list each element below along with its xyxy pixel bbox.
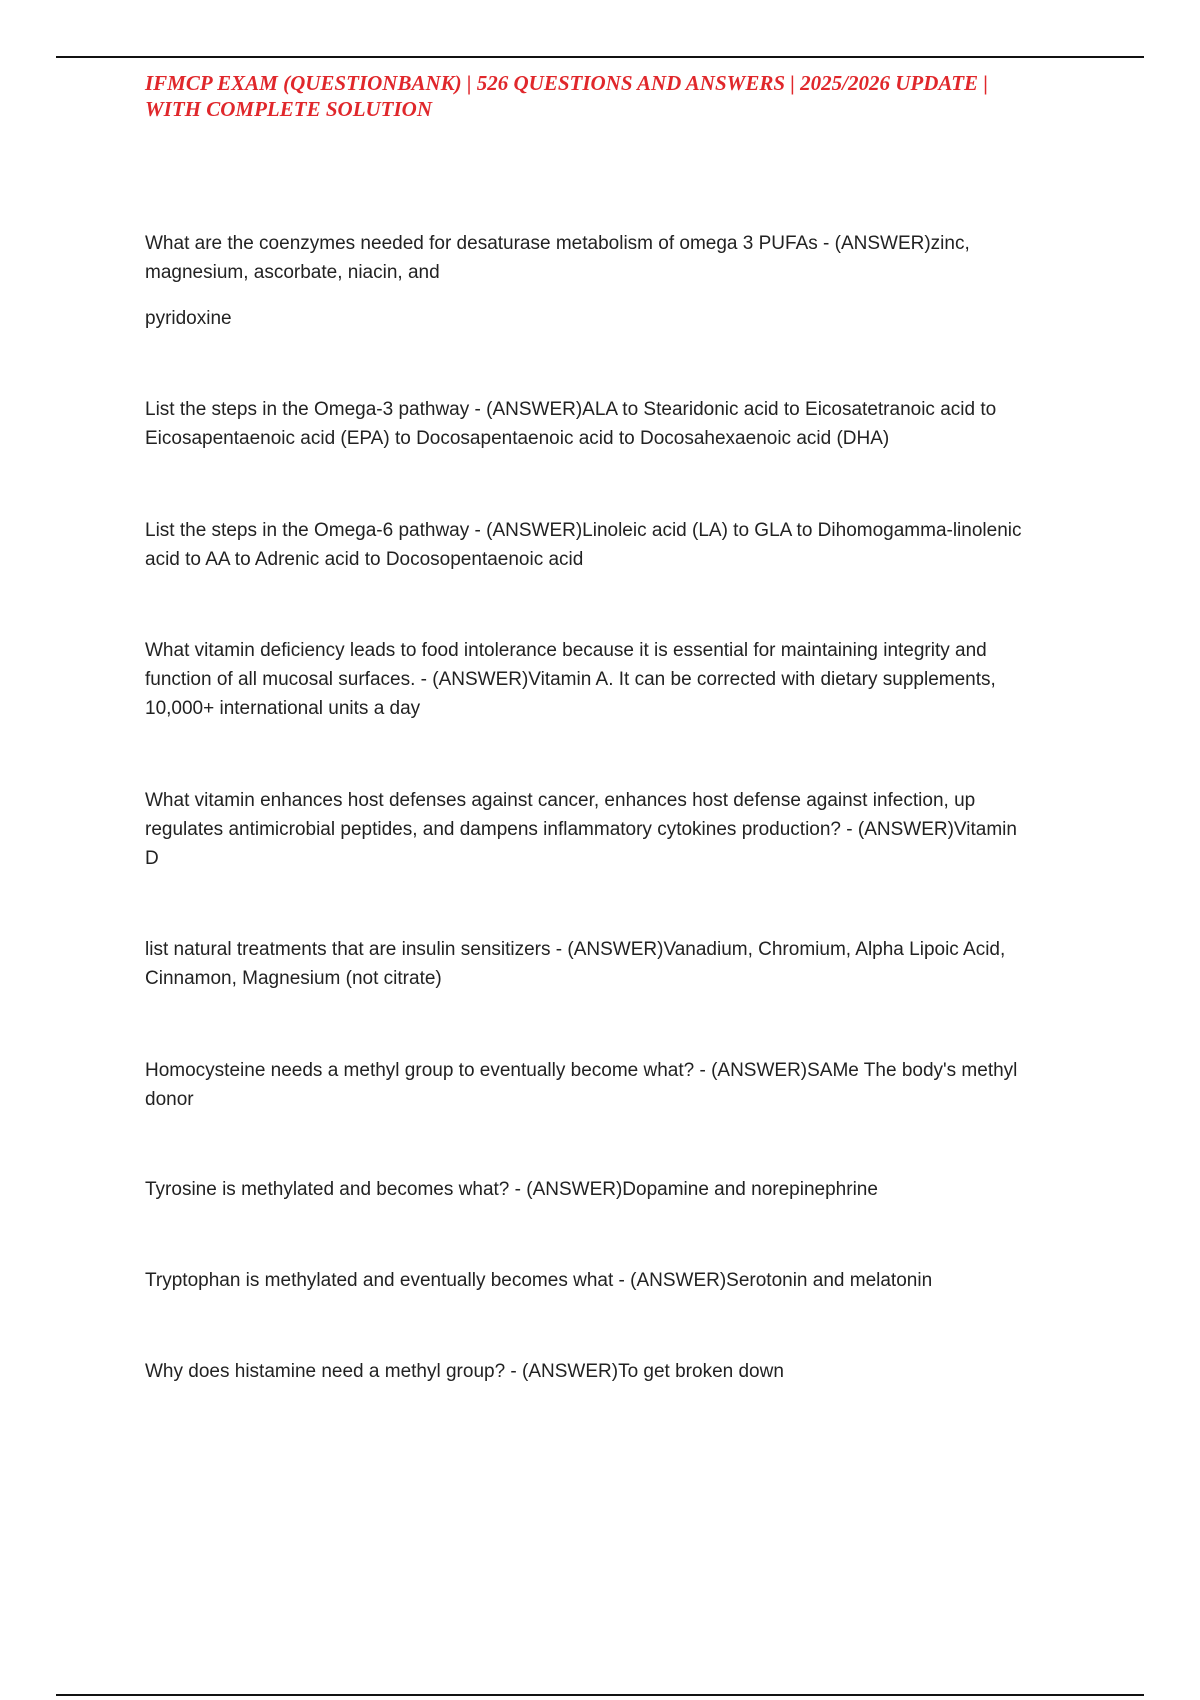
qa-line: magnesium, ascorbate, niacin, and: [145, 262, 440, 283]
qa-omega6-pathway: [145, 516, 1085, 574]
qa-desaturase-continued: [145, 304, 1085, 333]
qa-line: D: [145, 848, 159, 869]
qa-line: List the steps in the Omega-3 pathway - (ANSWER)ALA to Stearidonic acid to Eicosatetranoic acid to: [145, 399, 997, 420]
top-rule: [56, 56, 1144, 58]
qa-line: Cinnamon, Magnesium (not citrate): [145, 968, 442, 989]
qa-line: What are the coenzymes needed for desaturase metabolism of omega 3 PUFAs - (ANSWER)zinc,: [145, 233, 970, 254]
qa-line: list natural treatments that are insulin sensitizers - (ANSWER)Vanadium, Chromium, Alpha Lipoic Acid,: [145, 939, 1006, 960]
qa-line: pyridoxine: [145, 308, 232, 329]
qa-line: Eicosapentaenoic acid (EPA) to Docosapentaenoic acid to Docosahexaenoic acid (DHA): [145, 428, 890, 449]
bottom-rule: [56, 1694, 1144, 1696]
qa-line: Tryptophan is methylated and eventually becomes what - (ANSWER)Serotonin and melatonin: [145, 1270, 933, 1291]
document-title: [145, 70, 1105, 122]
qa-line: What vitamin enhances host defenses against cancer, enhances host defense against infection, up: [145, 790, 976, 811]
qa-line: donor: [145, 1089, 194, 1110]
qa-vitamin-a: [145, 636, 1085, 723]
title-line: IFMCP EXAM (QUESTIONBANK) | 526 QUESTIONS AND ANSWERS | 2025/2026 UPDATE |: [145, 71, 988, 95]
qa-line: Tyrosine is methylated and becomes what? - (ANSWER)Dopamine and norepinephrine: [145, 1179, 878, 1200]
title-line: WITH COMPLETE SOLUTION: [145, 97, 433, 121]
qa-line: function of all mucosal surfaces. - (ANSWER)Vitamin A. It can be corrected with dietary supplements,: [145, 669, 996, 690]
qa-insulin-sensitizers: [145, 935, 1085, 993]
qa-histamine: [145, 1357, 1085, 1386]
qa-line: acid to AA to Adrenic acid to Docosopentaenoic acid: [145, 549, 584, 570]
qa-omega3-pathway: [145, 395, 1085, 453]
qa-tryptophan: [145, 1266, 1085, 1295]
qa-line: regulates antimicrobial peptides, and dampens inflammatory cytokines production? - (ANSWER)Vitamin: [145, 819, 1017, 840]
qa-line: Homocysteine needs a methyl group to eventually become what? - (ANSWER)SAMe The body's methyl: [145, 1060, 1018, 1081]
qa-line: What vitamin deficiency leads to food intolerance because it is essential for maintaining integrity and: [145, 640, 987, 661]
qa-line: Why does histamine need a methyl group? - (ANSWER)To get broken down: [145, 1361, 784, 1382]
qa-tyrosine: [145, 1175, 1085, 1204]
qa-line: 10,000+ international units a day: [145, 698, 421, 719]
qa-vitamin-d: [145, 786, 1085, 873]
qa-desaturase-coenzymes: [145, 229, 1085, 287]
qa-line: List the steps in the Omega-6 pathway - (ANSWER)Linoleic acid (LA) to GLA to Dihomogamma-linolenic: [145, 520, 1022, 541]
qa-homocysteine: [145, 1056, 1085, 1114]
